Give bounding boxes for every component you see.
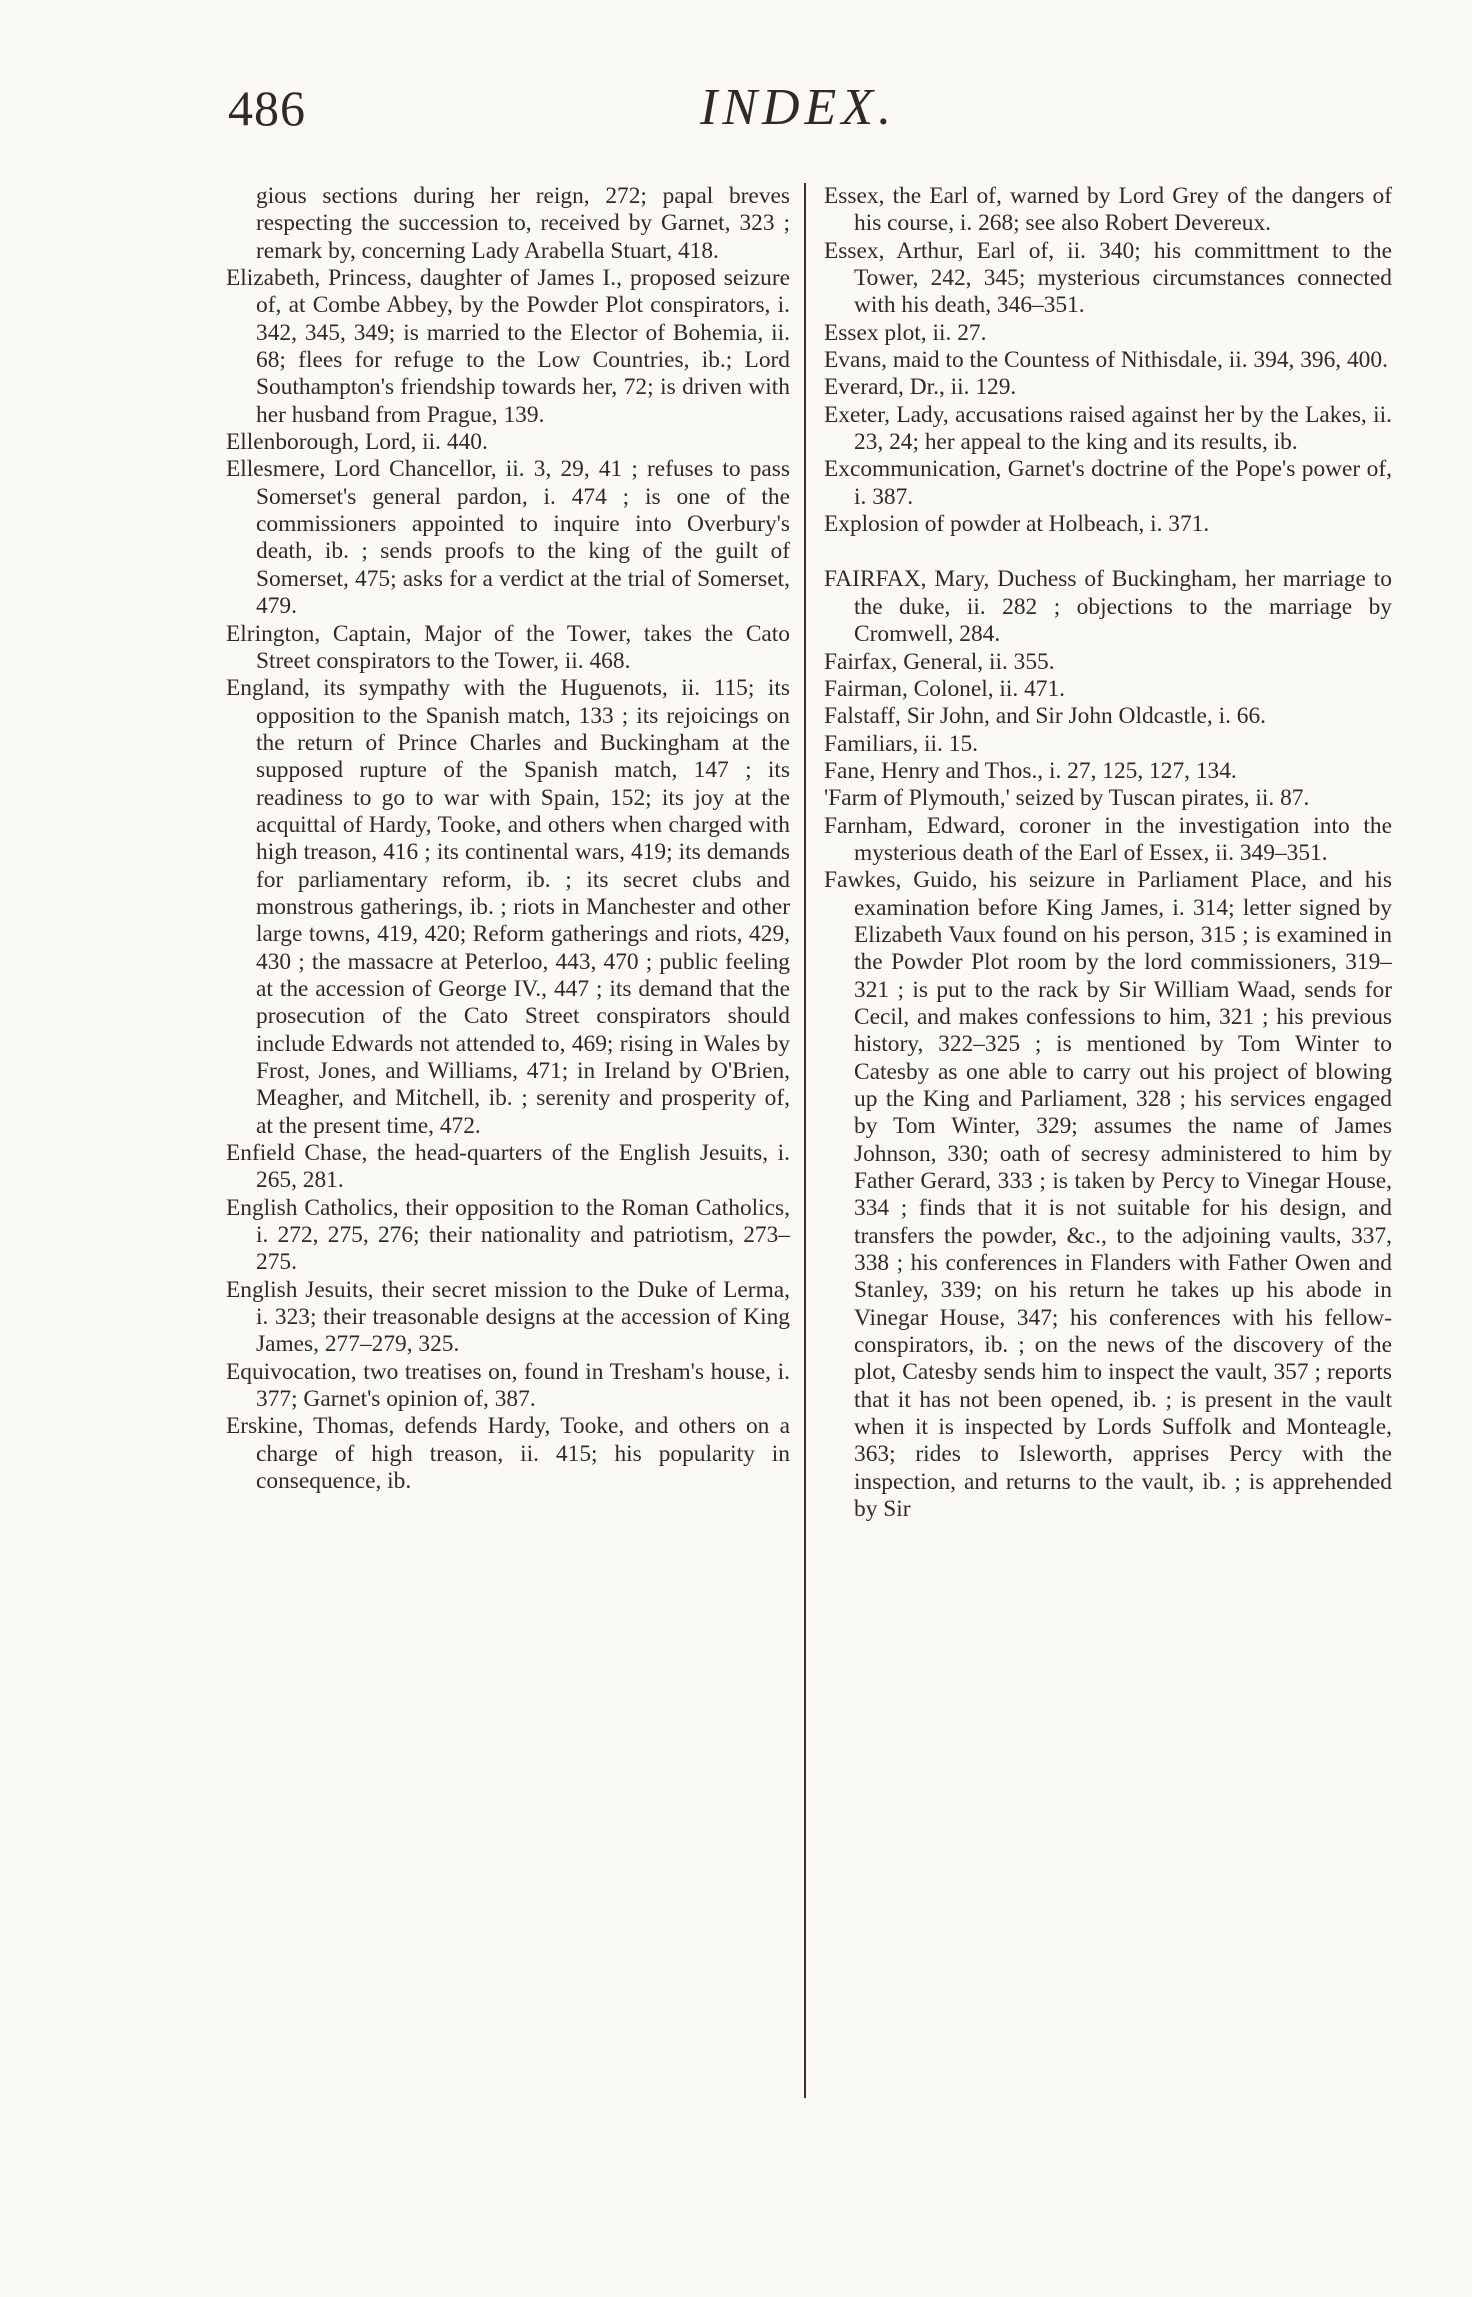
index-entry: Equivocation, two treatises on, found in Tresham's house, i. 377; Garnet's opinion of, 387. <box>226 1358 790 1413</box>
index-entry: FAIRFAX, Mary, Duchess of Buckingham, her marriage to the duke, ii. 282 ; objections to the marriage by Cromwell, 284. <box>824 566 1392 648</box>
index-entry: Falstaff, Sir John, and Sir John Oldcastle, i. 66. <box>824 703 1267 730</box>
index-entry: Farnham, Edward, coroner in the investigation into the mysterious death of the Earl of Essex, ii. 349–351. <box>824 812 1392 866</box>
index-entry: English Jesuits, their secret mission to the Duke of Lerma, i. 323; their treasonable designs at the accession of King James, 277–279, 325. <box>226 1276 790 1358</box>
index-entry: Ellenborough, Lord, ii. 440. <box>226 429 488 456</box>
index-entry: Exeter, Lady, accusations raised against her by the Lakes, ii. 23, 24; her appeal to the king and its results, ib. <box>824 401 1392 456</box>
index-entry: Fairman, Colonel, ii. 471. <box>824 675 1066 702</box>
index-entry: England, its sympathy with the Huguenots, ii. 115; its opposition to the Spanish match, 133 ; its rejoicings on the return of Prince Charles and Buckingham at the supposed rupture of the Spanish match, 147 ; its readiness to go to war with Spain, 152; its joy at the acquittal of Hardy, Tooke, and others when charged with high treason, 416 ; its continental wars, 419; its demands for parliamentary reform, ib. ; its secret clubs and monstrous gatherings, ib. ; riots in Manchester and other large towns, 419, 420; Reform gatherings and riots, 429, 430 ; the massacre at Peterloo, 443, 470 ; public feeling at the accession of George IV., 447 ; its demand that the prosecution of the Cato Street conspirators should include Edwards not attended to, 469; rising in Wales by Frost, Jones, and Williams, 471; in Ireland by O'Brien, Meagher, and Mitchell, ib. ; serenity and prosperity of, at the present time, 472. <box>226 675 790 1139</box>
index-entry: Elrington, Captain, Major of the Tower, takes the Cato Street conspirators to the Tower, ii. 468. <box>226 620 790 674</box>
index-entry: Elizabeth, Princess, daughter of James I., proposed seizure of, at Combe Abbey, by the Powder Plot conspirators, i. 342, 345, 349; is married to the Elector of Bohemia, ii. 68; flees for refuge to the Low Countries, ib.; Lord Southampton's friendship towards her, 72; is driven with her husband from Prague, 139. <box>226 265 790 428</box>
index-entry: Familiars, ii. 15. <box>824 730 978 757</box>
index-entry: Erskine, Thomas, defends Hardy, Tooke, and others on a charge of high treason, ii. 415; his popularity in consequence, ib. <box>226 1413 790 1495</box>
index-entry: Evans, maid to the Countess of Nithisdale, ii. 394, 396, 400. <box>824 347 1388 374</box>
index-entry: Ellesmere, Lord Chancellor, ii. 3, 29, 41 ; refuses to pass Somerset's general pardon, i. 474 ; is one of the commissioners appointed to inquire into Overbury's death, ib. ; sends proofs to the king of the guilt of Somerset, 475; asks for a verdict at the trial of Somerset, 479. <box>226 456 790 620</box>
index-entry: Explosion of powder at Holbeach, i. 371. <box>824 511 1210 538</box>
index-entry: Fane, Henry and Thos., i. 27, 125, 127, 134. <box>824 757 1237 784</box>
index-entry: Fawkes, Guido, his seizure in Parliament Place, and his examination before King James, i. 314; letter signed by Elizabeth Vaux found on his person, 315 ; is examined in the Powder Plot room by the lord commissioners, 319–321 ; is put to the rack by Sir William Waad, sends for Cecil, and makes confessions to him, 321 ; his previous history, 322–325 ; is mentioned by Tom Winter to Catesby as one able to carry out his project of blowing up the King and Parliament, 328 ; his services engaged by Tom Winter, 329; assumes the name of James Johnson, 330; oath of secresy administered to him by Father Gerard, 333 ; is taken by Percy to Vinegar House, 334 ; finds that it is not suitable for his design, and transfers the powder, &c., to the adjoining vaults, 337, 338 ; his conferences in Flanders with Father Owen and Stanley, 339; on his return he takes up his abode in Vinegar House, 347; his conferences with his fellow-conspirators, ib. ; on the news of the discovery of the plot, Catesby sends him to inspect the vault, 357 ; reports that it has not been opened, ib. ; is present in the vault when it is inspected by Lords Suffolk and Monteagle, 363; rides to Isleworth, apprises Percy with the inspection, and returns to the vault, ib. ; is apprehended by Sir <box>824 867 1392 1523</box>
page-number: 486 <box>228 80 306 136</box>
index-column-right <box>824 183 1392 1524</box>
index-entry: gious sections during her reign, 272; papal breves respecting the succession to, received by Garnet, 323 ; remark by, concerning Lady Arabella Stuart, 418. <box>256 183 790 264</box>
column-divider <box>804 183 806 2098</box>
index-entry: Everard, Dr., ii. 129. <box>824 374 1017 401</box>
index-entry: Enfield Chase, the head-quarters of the English Jesuits, i. 265, 281. <box>226 1140 790 1194</box>
index-entry: English Catholics, their opposition to the Roman Catholics, i. 272, 275, 276; their nationality and patriotism, 273–275. <box>226 1194 790 1276</box>
index-entry: Excommunication, Garnet's doctrine of the Pope's power of, i. 387. <box>824 456 1392 510</box>
index-entry: Essex, Arthur, Earl of, ii. 340; his committment to the Tower, 242, 345; mysterious circumstances connected with his death, 346–351. <box>824 237 1392 319</box>
index-entry: 'Farm of Plymouth,' seized by Tuscan pirates, ii. 87. <box>824 785 1310 812</box>
page-title: INDEX. <box>700 79 897 136</box>
index-entry: Essex, the Earl of, warned by Lord Grey of the dangers of his course, i. 268; see also Robert Devereux. <box>824 183 1392 237</box>
index-entry: Essex plot, ii. 27. <box>824 319 987 346</box>
index-entry: Fairfax, General, ii. 355. <box>824 648 1055 675</box>
index-column-left <box>226 183 790 1496</box>
